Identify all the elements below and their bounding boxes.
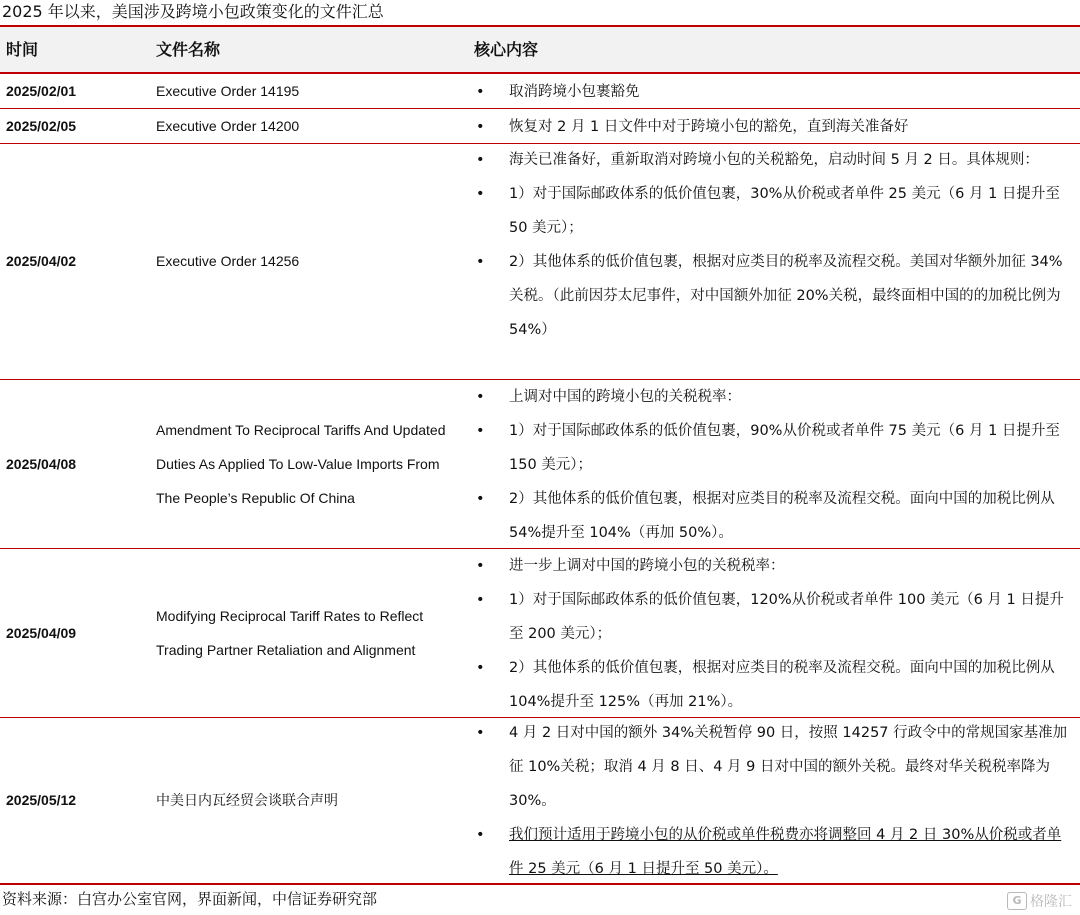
row-content bbox=[474, 75, 1074, 109]
row-document bbox=[156, 599, 466, 667]
document-name-line: Executive Order 14256 bbox=[156, 253, 300, 269]
row-document bbox=[156, 244, 466, 278]
bullet-dot-icon: • bbox=[476, 725, 485, 741]
header-date: 时间 bbox=[6, 40, 39, 59]
bullet-dot-icon: • bbox=[476, 827, 485, 843]
bullet-text: 1）对于国际邮政体系的低价值包裹，30%从价税或者单件 25 美元（6 月 1 日提升至 50 美元）； bbox=[509, 186, 1060, 236]
row-document bbox=[156, 74, 466, 108]
bullet-dot-icon: • bbox=[476, 186, 485, 202]
content-bullet bbox=[474, 651, 1074, 719]
row-content bbox=[474, 143, 1074, 347]
bullet-dot-icon: • bbox=[476, 152, 485, 168]
content-bullet bbox=[474, 414, 1074, 482]
bullet-text: 上调对中国的跨境小包的关税税率： bbox=[509, 388, 741, 405]
content-bullet bbox=[474, 583, 1074, 651]
row-date: 2025/04/08 bbox=[6, 455, 77, 472]
source-note: 资料来源：白宫办公室官网，界面新闻，中信证券研究部 bbox=[0, 884, 1080, 913]
bullet-dot-icon: • bbox=[476, 422, 485, 439]
row-date: 2025/02/01 bbox=[6, 82, 77, 99]
bullet-text: 进一步上调对中国的跨境小包的关税税率： bbox=[509, 557, 785, 574]
bullet-text: 2）其他体系的低价值包裹，根据对应类目的税率及流程交税。面向中国的加税比例从 54%提升至 104%（再加 50%）。 bbox=[509, 490, 1055, 541]
watermark-text: 格隆汇 bbox=[1030, 894, 1072, 910]
bullet-text: 海关已准备好，重新取消对跨境小包的关税豁免，启动时间 5 月 2 日。具体规则： bbox=[509, 152, 1039, 168]
header-content: 核心内容 bbox=[474, 40, 539, 59]
bullet-text: 取消跨境小包裹豁免 bbox=[509, 83, 640, 100]
row-document bbox=[156, 783, 466, 817]
row-date: 2025/04/02 bbox=[6, 253, 77, 269]
watermark-logo-icon: G bbox=[1007, 892, 1027, 910]
bullet-dot-icon: • bbox=[476, 388, 485, 405]
bullet-dot-icon: • bbox=[476, 659, 485, 676]
table-row bbox=[0, 380, 1080, 549]
content-bullet bbox=[474, 716, 1074, 818]
watermark bbox=[1007, 891, 1072, 911]
content-bullet bbox=[474, 818, 1074, 886]
content-bullet bbox=[474, 143, 1074, 177]
document-name-line: Modifying Reciprocal Tariff Rates to Reflect bbox=[156, 607, 424, 624]
row-content bbox=[474, 549, 1074, 719]
table-title: 2025 年以来，美国涉及跨境小包政策变化的文件汇总 bbox=[2, 2, 384, 21]
bullet-dot-icon: • bbox=[476, 557, 485, 574]
bullet-text: 2）其他体系的低价值包裹，根据对应类目的税率及流程交税。美国对华额外加征 34%关税。（此前因芬太尼事件，对中国额外加征 20%关税，最终面相中国的的加税比例为 54%） bbox=[509, 254, 1063, 338]
document-name-line: Amendment To Reciprocal Tariffs And Updated bbox=[156, 421, 446, 438]
content-bullet bbox=[474, 380, 1074, 414]
table-row bbox=[0, 718, 1080, 884]
bullet-text: 我们预计适用于跨境小包的从价税或单件税费亦将调整回 4 月 2 日 30%从价税或者单件 25 美元（6 月 1 日提升至 50 美元）。 bbox=[509, 827, 1062, 877]
table-row bbox=[0, 109, 1080, 144]
content-bullet bbox=[474, 110, 1074, 144]
bullet-dot-icon: • bbox=[476, 118, 485, 135]
bullet-dot-icon: • bbox=[476, 83, 485, 100]
content-bullet bbox=[474, 75, 1074, 109]
row-content bbox=[474, 380, 1074, 550]
content-bullet bbox=[474, 245, 1074, 347]
header-doc: 文件名称 bbox=[156, 40, 221, 59]
content-bullet bbox=[474, 177, 1074, 245]
row-document bbox=[156, 109, 466, 143]
document-name-line: The People’s Republic Of China bbox=[156, 489, 355, 506]
table-row bbox=[0, 144, 1080, 380]
bullet-text: 4 月 2 日对中国的额外 34%关税暂停 90 日，按照 14257 行政令中的常规国家基准加征 10%关税；取消 4 月 8 日、4 月 9 日对中国的额外关税。最终对华关税税率降为 30%。 bbox=[509, 725, 1068, 809]
row-content bbox=[474, 110, 1074, 144]
table-row bbox=[0, 549, 1080, 718]
document-name-line: 中美日内瓦经贸会谈联合声明 bbox=[156, 792, 338, 808]
bullet-text: 1）对于国际邮政体系的低价值包裹，90%从价税或者单件 75 美元（6 月 1 日提升至 150 美元）； bbox=[509, 422, 1060, 473]
row-content bbox=[474, 716, 1074, 886]
bullet-dot-icon: • bbox=[476, 490, 485, 507]
row-date: 2025/02/05 bbox=[6, 117, 77, 134]
content-bullet bbox=[474, 549, 1074, 583]
row-document bbox=[156, 413, 466, 515]
document-name-line: Executive Order 14200 bbox=[156, 117, 300, 134]
document-name-line: Executive Order 14195 bbox=[156, 82, 300, 99]
content-bullet bbox=[474, 482, 1074, 550]
row-date: 2025/04/09 bbox=[6, 624, 77, 641]
table-row bbox=[0, 74, 1080, 109]
bullet-text: 1）对于国际邮政体系的低价值包裹，120%从价税或者单件 100 美元（6 月 1 日提升至 200 美元）； bbox=[509, 591, 1064, 642]
bullet-text: 2）其他体系的低价值包裹，根据对应类目的税率及流程交税。面向中国的加税比例从 104%提升至 125%（再加 21%）。 bbox=[509, 659, 1055, 710]
document-name-line: Trading Partner Retaliation and Alignment bbox=[156, 641, 416, 658]
bullet-dot-icon: • bbox=[476, 591, 485, 608]
bullet-dot-icon: • bbox=[476, 254, 485, 270]
table-header bbox=[0, 25, 1080, 74]
row-date: 2025/05/12 bbox=[6, 792, 77, 808]
bullet-text: 恢复对 2 月 1 日文件中对于跨境小包的豁免，直到海关准备好 bbox=[509, 118, 909, 135]
document-name-line: Duties As Applied To Low-Value Imports From bbox=[156, 455, 440, 472]
